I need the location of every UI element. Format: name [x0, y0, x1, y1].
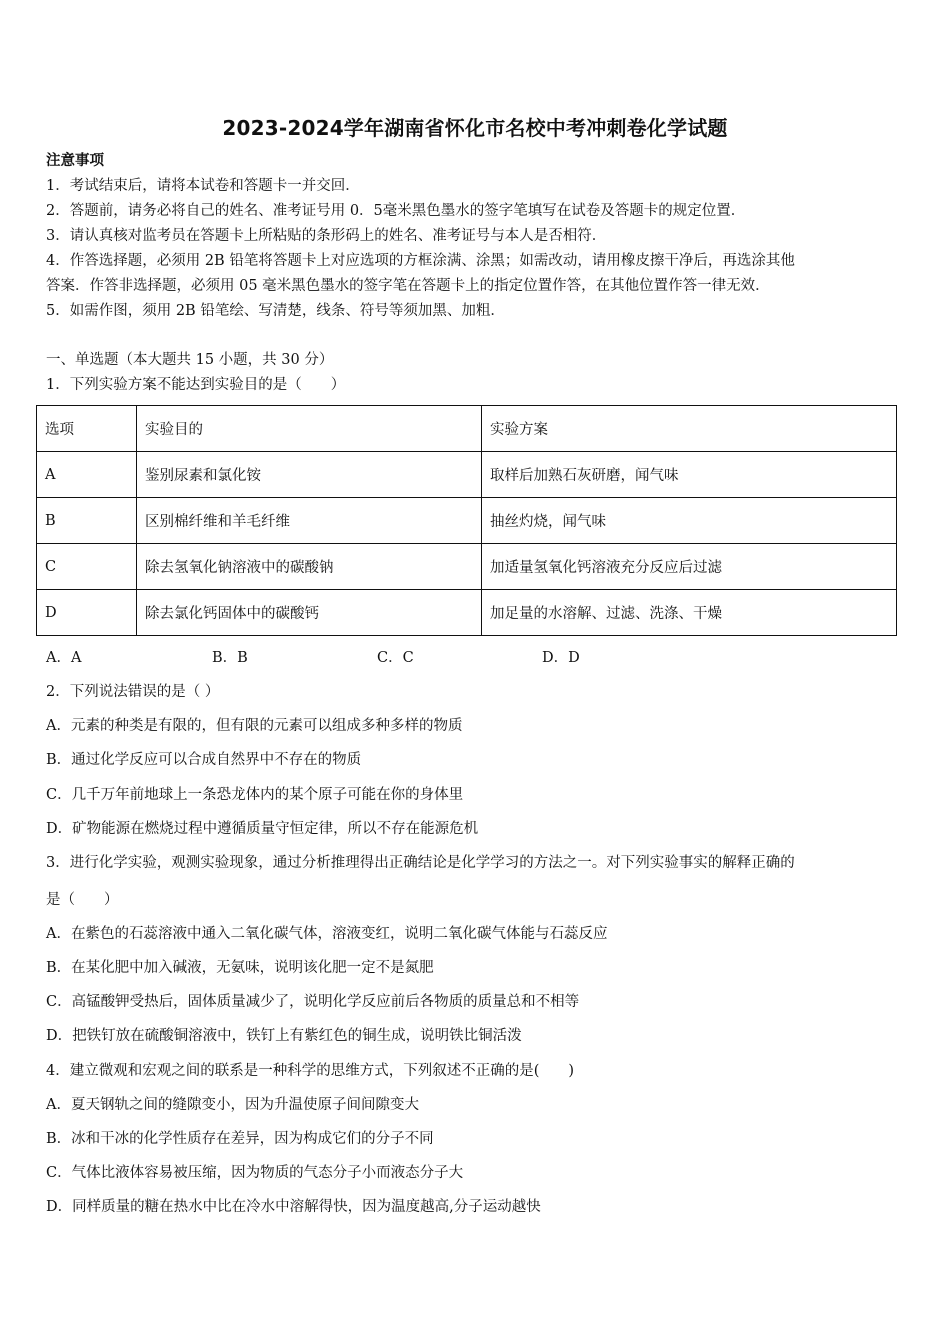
- table-cell: 加足量的水溶解、过滤、洗涤、干燥: [482, 590, 897, 636]
- notice-item: 答案．作答非选择题，必须用 05 毫米黑色墨水的签字笔在答题卡上的指定位置作答，在其他位置作答一律无效．: [46, 278, 770, 294]
- option-b[interactable]: B．冰和干冰的化学性质存在差异，因为构成它们的分子不同: [46, 1131, 434, 1147]
- table-row: [37, 544, 897, 590]
- notice-item: 4．作答选择题，必须用 2B 铅笔将答题卡上对应选项的方框涂满、涂黑；如需改动，请用橡皮擦干净后，再选涂其他: [46, 253, 795, 269]
- option-a[interactable]: A．元素的种类是有限的，但有限的元素可以组成多种多样的物质: [46, 718, 463, 734]
- option-a[interactable]: A．A: [46, 650, 82, 666]
- table-cell: B: [37, 498, 137, 544]
- option-a[interactable]: A．夏天钢轨之间的缝隙变小，因为升温使原子间间隙变大: [46, 1097, 419, 1113]
- question-3-stem-continued: 是（ ）: [46, 892, 119, 908]
- page-title: 2023-2024学年湖南省怀化市名校中考冲刺卷化学试题: [222, 116, 728, 140]
- option-c[interactable]: C．几千万年前地球上一条恐龙体内的某个原子可能在你的身体里: [46, 787, 464, 803]
- table-row: [37, 452, 897, 498]
- section-heading: 一、单选题（本大题共 15 小题，共 30 分）: [46, 352, 334, 368]
- option-b[interactable]: B．B: [212, 650, 248, 666]
- option-c[interactable]: C．气体比液体容易被压缩，因为物质的气态分子小而液态分子大: [46, 1165, 464, 1181]
- table-header-row: [37, 406, 897, 452]
- table-cell: D: [37, 590, 137, 636]
- table-cell: 区别棉纤维和羊毛纤维: [137, 498, 482, 544]
- table-cell: 除去氢氧化钠溶液中的碳酸钠: [137, 544, 482, 590]
- option-b[interactable]: B．通过化学反应可以合成自然界中不存在的物质: [46, 752, 362, 768]
- option-d[interactable]: D．矿物能源在燃烧过程中遵循质量守恒定律，所以不存在能源危机: [46, 821, 479, 837]
- option-d[interactable]: D．同样质量的糖在热水中比在冷水中溶解得快，因为温度越高,分子运动越快: [46, 1199, 541, 1215]
- option-c[interactable]: C．高锰酸钾受热后，固体质量减少了，说明化学反应前后各物质的质量总和不相等: [46, 994, 580, 1010]
- notice-item: 3．请认真核对监考员在答题卡上所粘贴的条形码上的姓名、准考证号与本人是否相符．: [46, 228, 607, 244]
- table-row: [37, 590, 897, 636]
- notice-item: 1．考试结束后，请将本试卷和答题卡一并交回．: [46, 178, 360, 194]
- table-header-cell: 实验方案: [482, 406, 897, 452]
- question-1-stem: 1．下列实验方案不能达到实验目的是（ ）: [46, 377, 346, 393]
- option-d[interactable]: D．D: [542, 650, 580, 666]
- table-cell: 加适量氢氧化钙溶液充分反应后过滤: [482, 544, 897, 590]
- table-row: [37, 498, 897, 544]
- option-c[interactable]: C．C: [377, 650, 414, 666]
- table-header-cell: 实验目的: [137, 406, 482, 452]
- table-cell: 抽丝灼烧，闻气味: [482, 498, 897, 544]
- notice-item: 2．答题前，请务必将自己的姓名、准考证号用 0．5毫米黑色墨水的签字笔填写在试卷及答题卡的规定位置．: [46, 203, 746, 219]
- question-4-stem: 4．建立微观和宏观之间的联系是一种科学的思维方式，下列叙述不正确的是( ): [46, 1063, 575, 1079]
- notice-item: 5．如需作图，须用 2B 铅笔绘、写清楚，线条、符号等须加黑、加粗．: [46, 303, 505, 319]
- experiment-table: [36, 405, 897, 636]
- table-cell: A: [37, 452, 137, 498]
- option-d[interactable]: D．把铁钉放在硫酸铜溶液中，铁钉上有紫红色的铜生成，说明铁比铜活泼: [46, 1028, 522, 1044]
- option-b[interactable]: B．在某化肥中加入碱液，无氨味，说明该化肥一定不是氮肥: [46, 960, 434, 976]
- question-2-stem: 2．下列说法错误的是（ ）: [46, 684, 220, 700]
- option-a[interactable]: A．在紫色的石蕊溶液中通入二氧化碳气体，溶液变红，说明二氧化碳气体能与石蕊反应: [46, 926, 608, 942]
- notice-heading: 注意事项: [46, 152, 104, 169]
- table-header-cell: 选项: [37, 406, 137, 452]
- question-3-stem: 3．进行化学实验，观测实验现象，通过分析推理得出正确结论是化学学习的方法之一。对下列实验事实的解释正确的: [46, 855, 795, 871]
- table-cell: 除去氯化钙固体中的碳酸钙: [137, 590, 482, 636]
- table-cell: C: [37, 544, 137, 590]
- table-cell: 鉴别尿素和氯化铵: [137, 452, 482, 498]
- table-cell: 取样后加熟石灰研磨，闻气味: [482, 452, 897, 498]
